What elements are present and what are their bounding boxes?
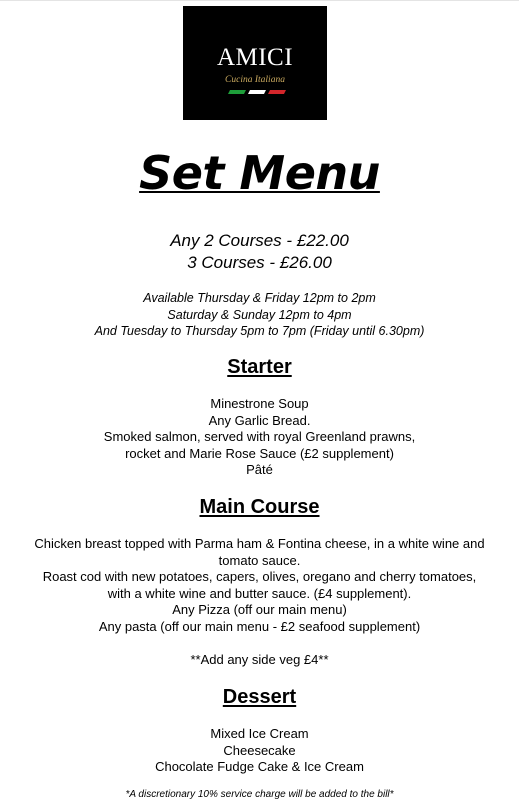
availability-line: Available Thursday & Friday 12pm to 2pm <box>143 291 376 305</box>
menu-item: Mixed Ice Cream <box>210 726 309 741</box>
menu-item: Minestrone Soup <box>210 396 309 411</box>
menu-item: Any pasta (off our main menu - £2 seafood supplement) <box>98 618 421 634</box>
menu-item: tomato sauce. <box>218 552 301 568</box>
menu-item: Roast cod with new potatoes, capers, olives, oregano and cherry tomatoes, <box>42 569 477 584</box>
italian-flag-stripes-icon <box>228 90 286 94</box>
section-heading-main-course: Main Course <box>199 496 320 518</box>
page-title: Set Menu <box>139 146 380 200</box>
availability-line: Saturday & Sunday 12pm to 4pm <box>167 307 352 322</box>
side-veg-note: **Add any side veg £4** <box>190 652 329 667</box>
menu-item: Chicken breast topped with Parma ham & Fontina cheese, in a white wine and <box>34 536 485 551</box>
price-three-courses: 3 Courses - £26.00 <box>187 253 332 272</box>
menu-item: Any Pizza (off our main menu) <box>172 602 347 617</box>
menu-item: rocket and Marie Rose Sauce (£2 supplement) <box>125 445 394 461</box>
service-charge-note: *A discretionary 10% service charge will be added to the bill* <box>125 789 394 800</box>
availability-line: And Tuesday to Thursday 5pm to 7pm (Friday until 6.30pm) <box>94 324 425 338</box>
menu-item: with a white wine and butter sauce. (£4 supplement). <box>107 585 412 601</box>
price-two-courses: Any 2 Courses - £22.00 <box>170 231 349 250</box>
menu-item: Any Garlic Bread. <box>208 412 311 428</box>
section-heading-dessert: Dessert <box>222 686 297 708</box>
section-heading-starter: Starter <box>227 356 292 378</box>
menu-item: Smoked salmon, served with royal Greenland prawns, <box>103 429 416 444</box>
menu-item: Pâté <box>246 462 273 477</box>
menu-item: Cheesecake <box>223 742 296 758</box>
logo-tagline: Cucina Italiana <box>225 75 285 85</box>
logo-name: AMICI <box>216 44 294 71</box>
amici-logo <box>183 6 327 120</box>
menu-item: Chocolate Fudge Cake & Ice Cream <box>155 759 364 774</box>
